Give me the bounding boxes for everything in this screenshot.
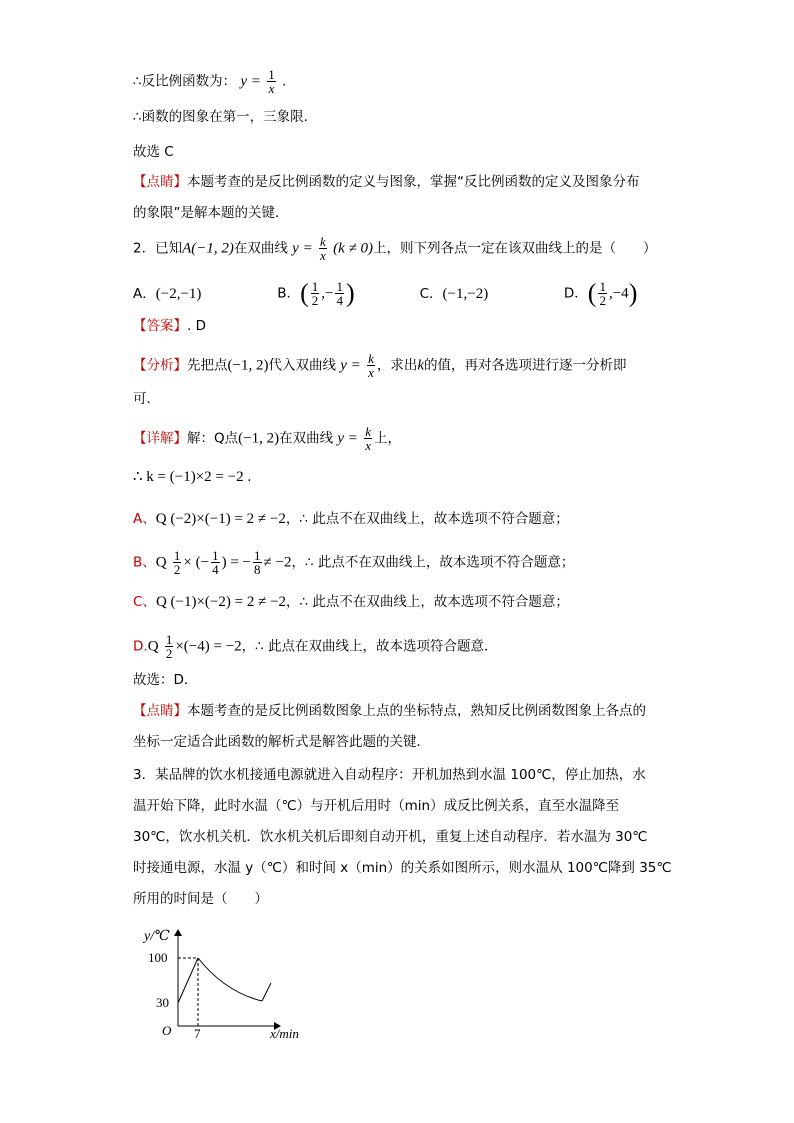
- analysis-tag: 【分析】: [133, 357, 187, 374]
- tip-line-1: 【点睛】本题考查的是反比例函数的定义与图象，掌握“反比例函数的定义及图象分布: [133, 174, 640, 190]
- q3-line-5: 所用的时间是（ ）: [133, 891, 268, 907]
- detail-tag: 【详解】: [133, 430, 187, 447]
- choose-line: 故选：D．: [133, 672, 198, 688]
- solution-line-1: ∴反比例函数为： y = $\frac{1}{x}$ .: [133, 67, 287, 96]
- q3-line-4: 时接通电源，水温 y（℃）和时间 x（min）的关系如图所示，则水温从 100℃降到 35℃: [133, 860, 672, 876]
- solution-line-2: ∴函数的图象在第一，三象限．: [133, 109, 318, 125]
- heating-segment: [178, 958, 198, 1003]
- answer-line: 【答案】. D: [133, 318, 206, 334]
- point-a: A(−1, 2): [182, 240, 234, 257]
- tip-tag: 【点睛】: [133, 703, 187, 719]
- option-d: D．( $\frac{1}{2}$ ,−4): [563, 278, 638, 308]
- y-axis-label: y/℃: [144, 929, 170, 944]
- tick-100: 100: [148, 950, 168, 965]
- detail-line: 【详解】解：Q点(−1, 2)在双曲线 y = $\frac{k}{x}$ 上，: [133, 424, 401, 453]
- fraction: $\frac{k}{x}$: [320, 234, 326, 263]
- answer-tag: 【答案】: [133, 318, 187, 334]
- equation-lhs: y =: [240, 73, 261, 90]
- analysis-cont: 可．: [133, 391, 160, 407]
- temperature-graph: [130, 920, 320, 1045]
- tick-30: 30: [156, 995, 169, 1010]
- x-axis-label: x/min: [270, 1026, 299, 1041]
- check-b: B、Q $\frac{1}{2}$ × (− $\frac{1}{4}$ ) = − $\frac{1}{8}$ ≠ −2，∴ 此点不在双曲线上，故本选项不符合题意；: [133, 548, 575, 577]
- tip2-line-2: 坐标一定适合此函数的解析式是解答此题的关键．: [133, 734, 430, 750]
- tip-tag: 【点睛】: [133, 174, 187, 190]
- q3-line-3: 30℃，饮水机关机．饮水机关机后即刻自动开机，重复上述自动程序．若水温为 30℃: [133, 829, 648, 845]
- tip-line-2: 的象限”是解本题的关键．: [133, 205, 289, 221]
- tick-7: 7: [194, 1026, 201, 1041]
- analysis-line: 【分析】先把点(−1, 2)代入双曲线 y = $\frac{k}{x}$ ，求出k的值，再对各选项进行逐一分析即: [133, 351, 627, 380]
- text: ∴反比例函数为：: [133, 73, 237, 90]
- origin-label: O: [162, 1023, 172, 1038]
- q3-line-1: 3．某品牌的饮水机接通电源就进入自动程序：开机加热到水温 100℃，停止加热，水: [133, 767, 646, 783]
- check-d: D.Q $\frac{1}{2}$ ×(−4) = −2，∴ 此点在双曲线上，故本选项符合题意．: [133, 632, 498, 661]
- option-c: C．(−1,−2): [419, 285, 489, 302]
- option-b: B．( $\frac{1}{2}$ ,− $\frac{1}{4}$ ): [277, 278, 355, 308]
- check-c: C、Q (−1)×(−2) = 2 ≠ −2，∴ 此点不在双曲线上，故本选项不符合题意；: [133, 594, 569, 610]
- choice-line: 故选 C: [133, 144, 174, 160]
- option-a: A．(−2,−1): [133, 285, 202, 302]
- options-row: [133, 280, 637, 307]
- check-a: A、Q (−2)×(−1) = 2 ≠ −2，∴ 此点不在双曲线上，故本选项不符合题意；: [133, 511, 569, 527]
- k-value-line: ∴ k = (−1)×2 = −2 .: [133, 469, 252, 485]
- question-2: 2．已知A(−1, 2)在双曲线 y = $\frac{k}{x}$ (k ≠ 0)上，则下列各点一定在该双曲线上的是（ ）: [133, 234, 657, 263]
- tip2-line-1: 【点睛】本题考查的是反比例函数图象上点的坐标特点，熟知反比例函数图象上各点的: [133, 703, 646, 719]
- fraction: $\frac{1}{x}$: [268, 67, 275, 96]
- reheat-segment: [262, 983, 271, 1001]
- q3-line-2: 温开始下降，此时水温（℃）与开机后用时（min）成反比例关系，直至水温降至: [133, 798, 620, 814]
- cooling-curve: [198, 958, 262, 1001]
